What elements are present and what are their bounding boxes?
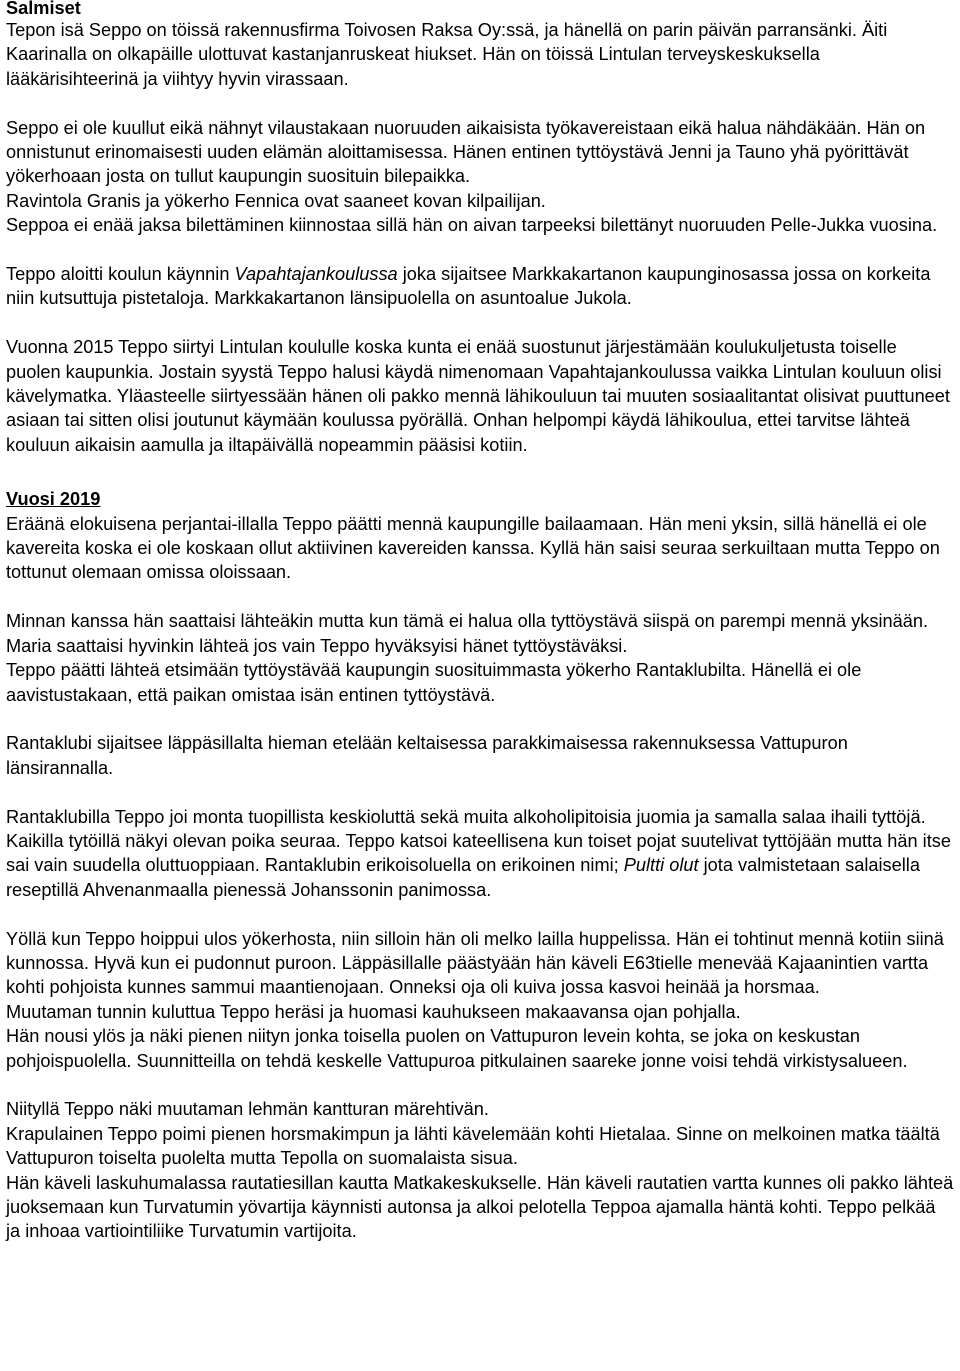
paragraph-hietala: Krapulainen Teppo poimi pienen horsmakimpun ja lähti kävelemään kohti Hietalaa. Sinne on melkoinen matka täältä Vattupuron toiselta puolelta mutta Tepolla on suomalaista sisua. bbox=[6, 1123, 940, 1169]
paragraph-school-change: Vuonna 2015 Teppo siirtyi Lintulan koululle koska kunta ei enää suostunut järjestämään koulukuljetusta toiselle puolen kaupunkia. Jostain syystä Teppo halusi käydä nimenomaan Vapahtajankoulussa vaikka Lintulan kouluun olisi kävelymatka. Yläasteelle siirtyessään hänen oli pakko mennä lähikouluun tai muuten sosiaalitantat olisivat puuttuneet asiaan tai sitten olisi joutunut käymään koulussa pyörällä. Onhan helpompi käydä lähikoulua, ettei tarvitse lähteä kouluun aikaisin aamulla ja iltapäivällä nopeammin pääsisi kotiin. bbox=[6, 337, 950, 455]
paragraph-competition: Ravintola Granis ja yökerho Fennica ovat saaneet kovan kilpailijan. bbox=[6, 190, 546, 211]
paragraph-seppo-past: Seppo ei ole kuullut eikä nähnyt vilaustakaan nuoruuden aikaisista työkavereistaan eikä halua nähdäkään. Hän on onnistunut erinomaisesti uuden elämän aloittamisessa. Hänen entinen tyttöystävä Jenni ja Tauno yhä pyörittävät yökerhoaan josta on tullut kaupungin suosituin bilepaikka. bbox=[6, 117, 926, 187]
section-heading-salmiset: Salmiset bbox=[6, 0, 81, 18]
section-heading-vuosi-2019: Vuosi 2019 bbox=[6, 489, 101, 510]
paragraph-waking-up: Muutaman tunnin kuluttua Teppo heräsi ja huomasi kauhukseen makaavansa ojan pohjalla. bbox=[6, 1001, 741, 1022]
paragraph-night-walk: Yöllä kun Teppo hoippui ulos yökerhosta, niin silloin hän oli melko lailla huppelissa. Hän ei tohtinut mennä kotiin siinä kunnossa. Hyvä kun ei pudonnut puroon. Läppäsillalle päästyään hän käveli E63tielle menevää Kajaanintien vartta kohti pohjoista kunnes sammui maantienojaan. Onneksi oja oli kuiva jossa kasvoi heinää ja horsmaa. bbox=[6, 928, 944, 998]
paragraph-meadow: Hän nousi ylös ja näki pienen niityn jonka toisella puolen on Vattupuron levein kohta, se joka on keskustan pohjoispuolella. Suunnitteilla on tehdä keskelle Vattupuroa pitkulainen saareke jonne voisi tehdä virkistysalueen. bbox=[6, 1026, 908, 1071]
paragraph-railway: Hän käveli laskuhumalassa rautatiesillan kautta Matkakeskukselle. Hän käveli rautatien vartta kunnes oli pakko lähteä juoksemaan kun Turvatumin yövartija käynnisti autonsa ja alkoi pelotella Teppoa ajamalla häntä kohti. Teppo pelkää ja inhoaa vartiointiliike Turvatumin vartijoita. bbox=[6, 1172, 954, 1242]
paragraph-minna-maria: Minnan kanssa hän saattaisi lähteäkin mutta kun tämä ei halua olla tyttöystävä siispä on parempi mennä yksinään. Maria saattaisi hyvinkin lähteä jos vain Teppo hyväksyisi hänet tyttöystäväksi. bbox=[6, 611, 929, 656]
paragraph-rantaklubi-evening: Rantaklubilla Teppo joi monta tuopillista keskioluttä sekä muita alkoholipitoisia juomia ja samalla salaa ihaili tyttöjä. Kaikilla tytöillä näkyi olevan poika seuraa. Teppo katsoi kateellisena kun toiset pojat suutelivat tyttöjään mutta hän itse sai vain suudella oluttuoppiaan. Rantaklubin erikoisoluella on erikoinen nimi; Pultti olut jota valmistetaan salaisella reseptillä Ahvenanmaalla pienessä Johanssonin panimossa. bbox=[6, 806, 951, 900]
paragraph-school-start: Teppo aloitti koulun käynnin Vapahtajankoulussa joka sijaitsee Markkakartanon kaupunginosassa jossa on korkeita niin kutsuttuja pistetaloja. Markkakartanon länsipuolella on asuntoalue Jukola. bbox=[6, 264, 931, 309]
paragraph-seppo-parties: Seppoa ei enää jaksa bilettäminen kiinnostaa sillä hän on aivan tarpeeksi bilettänyt nuoruuden Pelle-Jukka vuosina. bbox=[6, 215, 938, 236]
paragraph-family-intro: Tepon isä Seppo on töissä rakennusfirma Toivosen Raksa Oy:ssä, ja hänellä on parin päivän parransänki. Äiti Kaarinalla on olkapäille ulottuvat kastanjanruskeat hiukset. Hän on töissä Lintulan terveyskeskuksella lääkärisihteerinä ja viihtyy hyvin virassaan. bbox=[6, 20, 888, 89]
paragraph-rantaklubi-location: Rantaklubi sijaitsee läppäsillalta hieman etelään keltaisessa parakkimaisessa rakennuksessa Vattupuron länsirannalla. bbox=[6, 733, 848, 778]
paragraph-cows: Niityllä Teppo näki muutaman lehmän kantturan märehtivän. bbox=[6, 1099, 489, 1120]
paragraph-friday-night: Eräänä elokuisena perjantai-illalla Teppo päätti mennä kaupungille bailaamaan. Hän meni yksin, sillä hänellä ei ole kavereita koska ei ole koskaan ollut aktiivinen kavereiden kanssa. Kyllä hän saisi seuraa serkuiltaan mutta Teppo on tottunut olemaan omissa oloissaan. bbox=[6, 513, 940, 583]
paragraph-rantaklubi-search: Teppo päätti lähteä etsimään tyttöystävää kaupungin suosituimmasta yökerho Rantaklubilta. Hänellä ei ole aavistustakaan, että paikan omistaa isän entinen tyttöystävä. bbox=[6, 660, 862, 705]
